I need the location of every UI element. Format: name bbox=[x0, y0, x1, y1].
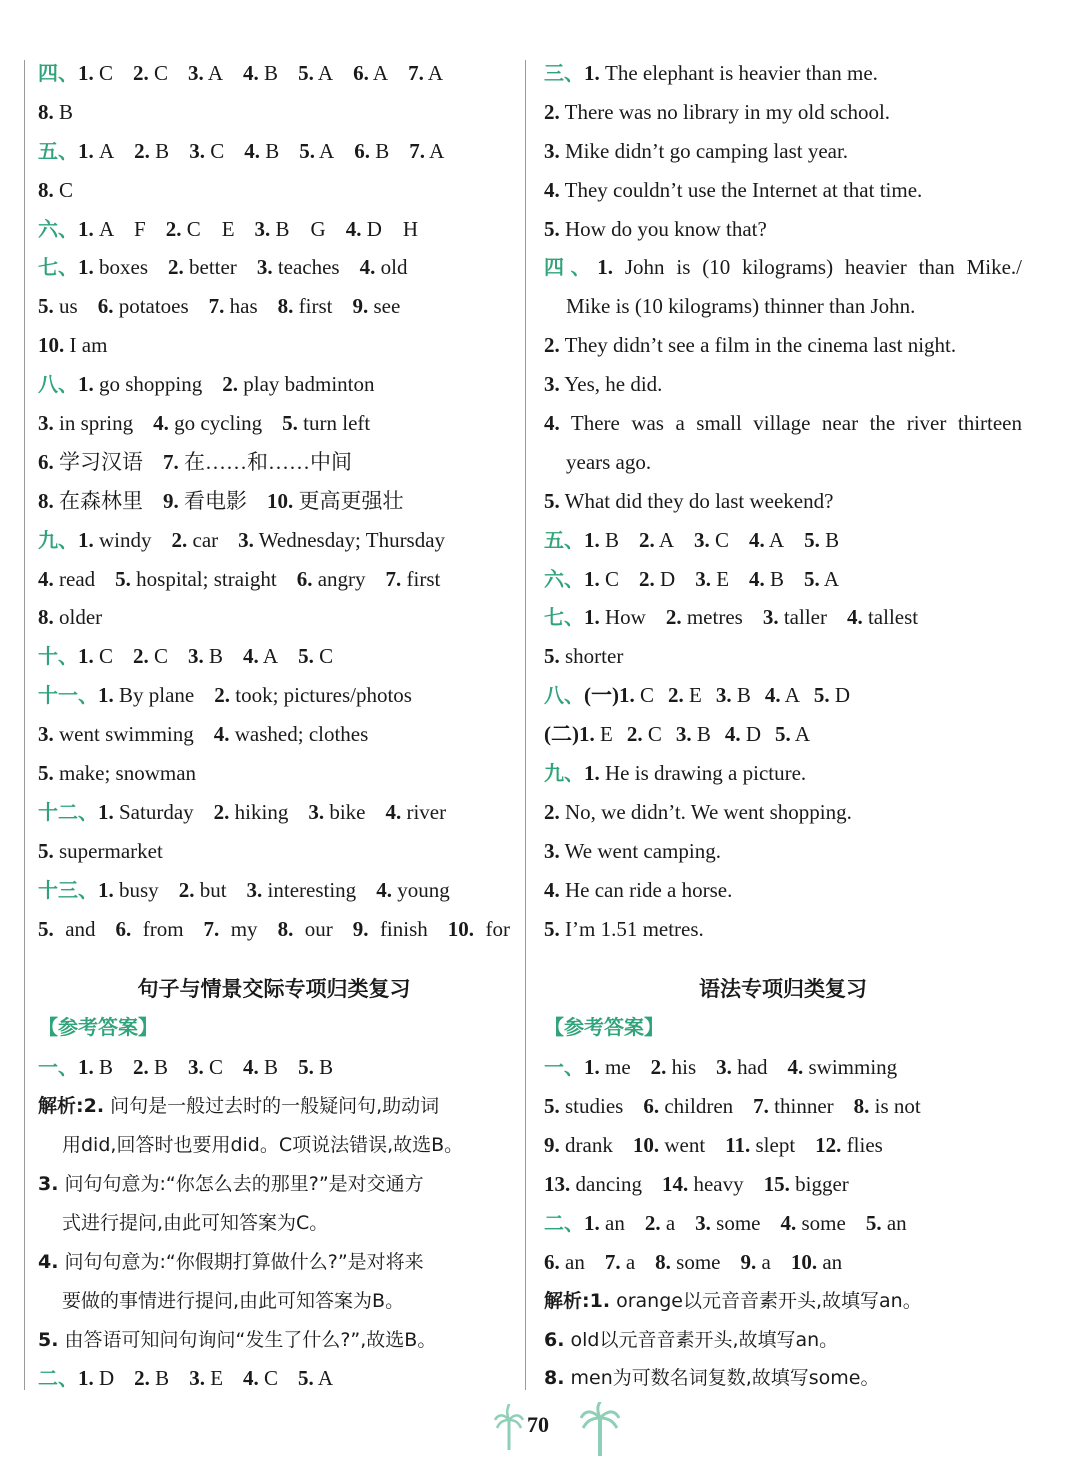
answer-item: 3. some bbox=[695, 1210, 761, 1235]
analysis-line bbox=[544, 1319, 1022, 1358]
answer-item: 4. B bbox=[243, 61, 279, 85]
answer-item: 9. finish bbox=[352, 916, 428, 941]
sentence-line bbox=[544, 208, 1022, 247]
answer-item: 9. a bbox=[740, 1249, 771, 1274]
answer-item: 15. bigger bbox=[763, 1171, 849, 1196]
sentence-line bbox=[544, 363, 1022, 402]
analysis-text: 5. 由答语可知问句询问“发生了什么?”,故选B。 bbox=[38, 1328, 437, 1351]
answer-item: 4. A bbox=[243, 644, 279, 669]
sub-section-number: (一) bbox=[584, 683, 619, 708]
left-column bbox=[38, 52, 510, 1396]
section-number: 六、 bbox=[38, 216, 78, 241]
answer-item: 5. A bbox=[804, 566, 840, 591]
analysis-label: 解析: bbox=[544, 1289, 590, 1312]
answer-item: 4. swimming bbox=[787, 1055, 898, 1080]
answer-line bbox=[544, 713, 1022, 752]
reference-answer-label: 【参考答案】 bbox=[38, 1015, 158, 1040]
sentence-text: 1. He is drawing a picture. bbox=[584, 761, 807, 786]
analysis-line bbox=[544, 1280, 1022, 1319]
answer-line bbox=[38, 869, 510, 908]
answer-line bbox=[38, 208, 510, 247]
answer-item: 7. my bbox=[203, 916, 258, 941]
answer-item: 4. go cycling bbox=[153, 411, 263, 436]
answer-item: 7. first bbox=[385, 566, 441, 591]
answer-item: 1. busy bbox=[98, 877, 159, 902]
analysis-text: 4. 问句句意为:“你假期打算做什么?”是对将来 bbox=[38, 1250, 424, 1273]
sentence-text: 2. They didn’t see a film in the cinema last night. bbox=[544, 333, 957, 358]
answer-item: 4. B bbox=[244, 138, 280, 163]
section-number: 八、 bbox=[38, 372, 78, 397]
answer-line bbox=[544, 519, 1022, 558]
answer-item: 2. B bbox=[133, 1055, 169, 1080]
sentence-text: 4. They couldn’t use the Internet at that time. bbox=[544, 177, 923, 202]
answer-line bbox=[544, 1202, 1022, 1241]
answer-item: 2. his bbox=[650, 1055, 697, 1080]
section-number: 十一、 bbox=[38, 683, 98, 708]
answer-line bbox=[544, 674, 1022, 713]
answer-item: 5. A bbox=[299, 138, 335, 163]
answer-item: 6. B bbox=[354, 138, 390, 163]
answer-item: 5. hospital; straight bbox=[115, 566, 277, 591]
answer-item: 5. A bbox=[775, 722, 811, 747]
answer-item: 4. young bbox=[376, 877, 450, 902]
answer-item: 1. By plane bbox=[98, 683, 195, 708]
answer-item: 2. but bbox=[178, 877, 227, 902]
answer-line bbox=[38, 441, 510, 480]
answer-item: 1. C bbox=[78, 644, 114, 669]
answer-item: 5. supermarket bbox=[38, 838, 163, 863]
answer-item: 4. B bbox=[243, 1055, 279, 1080]
sub-section-number: (二) bbox=[544, 722, 579, 747]
analysis-text: 2. 问句是一般过去时的一般疑问句,助动词 bbox=[83, 1095, 440, 1118]
answer-line bbox=[544, 635, 1022, 674]
sentence-text: 3. We went camping. bbox=[544, 838, 721, 863]
answer-item: 4. river bbox=[385, 799, 447, 824]
answer-line bbox=[38, 480, 510, 519]
answer-line bbox=[38, 91, 510, 130]
answer-item: 7. a bbox=[604, 1249, 636, 1274]
answer-item: 8. C bbox=[38, 177, 74, 202]
column-divider bbox=[525, 60, 526, 1390]
answer-item: 4. B bbox=[749, 566, 785, 591]
sentence-line bbox=[544, 869, 1022, 908]
answer-item: 8. some bbox=[655, 1249, 721, 1274]
section-number: 四、 bbox=[38, 61, 78, 85]
right-column bbox=[544, 52, 1022, 1396]
sentence-text: 1. The elephant is heavier than me. bbox=[584, 61, 878, 85]
answer-item: 4. some bbox=[780, 1210, 846, 1235]
page-number: 70 bbox=[527, 1412, 549, 1437]
answer-item: 8. our bbox=[277, 916, 333, 941]
answer-item: 5. studies bbox=[544, 1094, 624, 1119]
answer-item: 2. E bbox=[668, 683, 702, 708]
section-number: 九、 bbox=[38, 527, 78, 552]
answer-item: 1. D bbox=[78, 1366, 115, 1391]
section-number: 十三、 bbox=[38, 877, 98, 902]
answer-item: 9. 看电影 bbox=[163, 488, 247, 513]
section-number: 八、 bbox=[544, 683, 584, 708]
answer-item: 3. E bbox=[695, 566, 730, 591]
answer-item: 4. A bbox=[764, 683, 800, 708]
answer-item: 6. potatoes bbox=[97, 294, 189, 319]
answer-item: 14. heavy bbox=[661, 1171, 744, 1196]
sentence-line bbox=[544, 480, 1022, 519]
analysis-line bbox=[544, 1357, 1022, 1396]
answer-line bbox=[544, 1124, 1022, 1163]
answer-line bbox=[38, 1046, 510, 1085]
answer-item: 5. an bbox=[865, 1210, 907, 1235]
answer-item: 2. D bbox=[639, 566, 676, 591]
answer-item: 3. teaches bbox=[256, 255, 340, 280]
answer-item: 3. went swimming bbox=[38, 722, 194, 747]
answer-item: 2. car bbox=[171, 527, 219, 552]
section-number: 七、 bbox=[38, 255, 78, 280]
answer-item: 3. interesting bbox=[246, 877, 357, 902]
answer-item: 2. took; pictures/photos bbox=[214, 683, 412, 708]
analysis-text: 1. orange以元音音素开头,故填写an。 bbox=[589, 1289, 922, 1312]
answer-line bbox=[38, 558, 510, 597]
answer-item: 10. an bbox=[790, 1249, 843, 1274]
answer-item: 1. me bbox=[584, 1055, 631, 1080]
answer-line bbox=[544, 558, 1022, 597]
answer-item: 3. C bbox=[694, 527, 730, 552]
sentence-continuation: Mike is (10 kilograms) thinner than John. bbox=[566, 294, 916, 319]
answer-item: 2. A bbox=[639, 527, 675, 552]
answer-item: 5. make; snowman bbox=[38, 761, 197, 786]
section-title: 语法专项归类复习 bbox=[699, 977, 867, 1002]
answer-item: 7. has bbox=[208, 294, 258, 319]
answer-item: 4. washed; clothes bbox=[213, 722, 369, 747]
answer-item: 1. How bbox=[584, 605, 646, 630]
answer-item: 1. B bbox=[584, 527, 620, 552]
answer-line bbox=[38, 1357, 510, 1396]
answer-item: 1. A bbox=[78, 138, 115, 163]
answer-item: 2. C bbox=[133, 644, 169, 669]
section-number: 一、 bbox=[544, 1055, 584, 1080]
sentence-text: 5. What did they do last weekend? bbox=[544, 488, 834, 513]
answer-item: 3. in spring bbox=[38, 411, 134, 436]
answer-item: 2. a bbox=[644, 1210, 676, 1235]
answer-item: 10. went bbox=[632, 1133, 706, 1158]
sentence-text: 5. I’m 1.51 metres. bbox=[544, 916, 704, 941]
answer-line bbox=[38, 402, 510, 441]
answer-line bbox=[38, 363, 510, 402]
answer-item: 5. and bbox=[38, 916, 96, 941]
answer-item: 9. drank bbox=[544, 1133, 613, 1158]
answer-line bbox=[544, 1241, 1022, 1280]
answer-line bbox=[544, 1046, 1022, 1085]
analysis-continuation: 式进行提问,由此可知答案为C。 bbox=[62, 1211, 329, 1234]
answer-item: 5. D bbox=[813, 683, 851, 708]
answer-item: 12. flies bbox=[815, 1133, 883, 1158]
answer-item: 4. A bbox=[749, 527, 785, 552]
answer-line bbox=[38, 596, 510, 635]
answer-item: 3. C bbox=[188, 1055, 224, 1080]
analysis-line bbox=[38, 1085, 510, 1124]
sentence-text: 2. No, we didn’t. We went shopping. bbox=[544, 799, 852, 824]
answer-item: 10. 更高更强壮 bbox=[267, 488, 404, 513]
analysis-label: 解析: bbox=[38, 1095, 84, 1118]
sentence-text: 3. Mike didn’t go camping last year. bbox=[544, 138, 849, 163]
answer-item: 2. play badminton bbox=[222, 372, 375, 397]
answer-item: 1. windy bbox=[78, 527, 152, 552]
answer-item: 8. first bbox=[277, 294, 333, 319]
answer-item: 3. Wednesday; Thursday bbox=[238, 527, 446, 552]
answer-item: 10. for bbox=[447, 916, 510, 941]
analysis-text: 6. old以元音音素开头,故填写an。 bbox=[544, 1328, 839, 1351]
sentence-text: 5. How do you know that? bbox=[544, 216, 767, 241]
answer-item: 6. 学习汉语 bbox=[38, 449, 143, 474]
analysis-text: 8. men为可数名词复数,故填写some。 bbox=[544, 1367, 880, 1390]
answer-item: 7. thinner bbox=[753, 1094, 834, 1119]
answer-line bbox=[38, 791, 510, 830]
answer-line bbox=[38, 830, 510, 869]
section-number: 五、 bbox=[544, 527, 584, 552]
sentence-text: 1. John is (10 kilograms) heavier than Mike./ bbox=[597, 255, 1022, 280]
answer-item: 1. an bbox=[584, 1210, 625, 1235]
answer-item: 4. C bbox=[243, 1366, 279, 1391]
sentence-line bbox=[544, 169, 1022, 208]
sentence-line bbox=[544, 402, 1022, 441]
answer-item: 6. from bbox=[115, 916, 184, 941]
answer-item: 8. is not bbox=[853, 1094, 921, 1119]
sentence-text: 2. There was no library in my old school. bbox=[544, 99, 891, 124]
answer-item: 4. D bbox=[724, 722, 762, 747]
reference-answer-label: 【参考答案】 bbox=[544, 1015, 664, 1040]
analysis-line bbox=[38, 1241, 510, 1280]
answer-item: 8. 在森林里 bbox=[38, 488, 143, 513]
answer-item: 1. boxes bbox=[78, 255, 148, 280]
answer-item: 6. A bbox=[353, 61, 389, 85]
section-number: 十二、 bbox=[38, 799, 98, 824]
section-number: 三、 bbox=[544, 61, 584, 85]
section-number: 五、 bbox=[38, 138, 78, 163]
analysis-continuation: 用did,回答时也要用did。C项说法错误,故选B。 bbox=[62, 1134, 464, 1157]
answer-line bbox=[38, 246, 510, 285]
answer-line bbox=[544, 1085, 1022, 1124]
answer-item: 6. an bbox=[544, 1249, 585, 1274]
answer-item: 2. B bbox=[134, 1366, 170, 1391]
section-number: 十、 bbox=[38, 644, 78, 669]
analysis-text: 3. 问句句意为:“你怎么去的那里?”是对交通方 bbox=[38, 1172, 424, 1195]
answer-item: 7. A bbox=[408, 61, 444, 85]
answer-line bbox=[38, 285, 510, 324]
section-number: 一、 bbox=[38, 1055, 78, 1080]
answer-item: 1. C bbox=[584, 566, 620, 591]
section-title: 句子与情景交际专项归类复习 bbox=[137, 977, 411, 1002]
answer-line bbox=[38, 52, 510, 91]
answer-line bbox=[38, 169, 510, 208]
answer-item: 7. A bbox=[409, 138, 445, 163]
answer-item: 5. shorter bbox=[544, 644, 624, 669]
answer-item: 3. taller bbox=[762, 605, 827, 630]
answer-item: 3. C bbox=[189, 138, 225, 163]
answer-item: 4. read bbox=[38, 566, 96, 591]
answer-line bbox=[38, 908, 510, 947]
answer-line bbox=[38, 674, 510, 713]
answer-item: 1. C bbox=[78, 61, 114, 85]
answer-item: 11. slept bbox=[725, 1133, 796, 1158]
answer-item: 13. dancing bbox=[544, 1171, 642, 1196]
answer-item: 5. us bbox=[38, 294, 78, 319]
section-number: 二、 bbox=[544, 1210, 584, 1235]
answer-item: 3. B bbox=[188, 644, 224, 669]
analysis-line bbox=[38, 1319, 510, 1358]
answer-item: 3. B bbox=[715, 683, 751, 708]
answer-item: 8. B bbox=[38, 99, 74, 124]
answer-item: 2. C bbox=[133, 61, 169, 85]
sentence-text: 3. Yes, he did. bbox=[544, 372, 663, 397]
answer-item: 10. I am bbox=[38, 333, 108, 358]
section-number: 二、 bbox=[38, 1366, 78, 1391]
sentence-line bbox=[544, 830, 1022, 869]
answer-item: 1. Saturday bbox=[98, 799, 194, 824]
answer-item: 7. 在……和……中间 bbox=[163, 449, 352, 474]
answer-item: 5. turn left bbox=[282, 411, 371, 436]
section-number: 九、 bbox=[544, 761, 584, 786]
answer-line bbox=[38, 635, 510, 674]
answer-item: 3. A bbox=[188, 61, 224, 85]
answer-item: 4. old bbox=[359, 255, 408, 280]
sentence-text: 4. He can ride a horse. bbox=[544, 877, 733, 902]
answer-line bbox=[38, 713, 510, 752]
answer-item: 5. A bbox=[298, 1366, 334, 1391]
answer-item: 3. B G bbox=[254, 216, 326, 241]
sentence-line bbox=[544, 324, 1022, 363]
answer-item: 3. had bbox=[716, 1055, 768, 1080]
analysis-continuation: 要做的事情进行提问,由此可知答案为B。 bbox=[62, 1289, 405, 1312]
answer-item: 2. C E bbox=[165, 216, 235, 241]
sentence-line bbox=[544, 91, 1022, 130]
answer-item: 5. B bbox=[804, 527, 840, 552]
sentence-line bbox=[544, 52, 1022, 91]
answer-item: 1. C bbox=[619, 683, 655, 708]
answer-item: 1. E bbox=[579, 722, 613, 747]
answer-line bbox=[38, 130, 510, 169]
answer-item: 3. E bbox=[189, 1366, 224, 1391]
sentence-line bbox=[544, 130, 1022, 169]
answer-item: 2. metres bbox=[665, 605, 743, 630]
answer-line bbox=[544, 1163, 1022, 1202]
answer-item: 2. C bbox=[626, 722, 662, 747]
section-number: 七、 bbox=[544, 605, 584, 630]
answer-item: 4. tallest bbox=[846, 605, 919, 630]
sentence-text: 4. There was a small village near the river thirteen bbox=[544, 411, 1022, 436]
analysis-line bbox=[38, 1163, 510, 1202]
answer-item: 2. B bbox=[134, 138, 170, 163]
answer-line bbox=[38, 324, 510, 363]
section-number: 四、 bbox=[544, 255, 598, 280]
answer-item: 6. children bbox=[643, 1094, 734, 1119]
sentence-line bbox=[544, 246, 1022, 285]
left-margin-rule bbox=[24, 60, 25, 1390]
answer-line bbox=[38, 752, 510, 791]
answer-item: 2. hiking bbox=[213, 799, 289, 824]
sentence-continuation: years ago. bbox=[566, 449, 652, 474]
answer-item: 1. A F bbox=[78, 216, 146, 241]
answer-item: 3. B bbox=[675, 722, 711, 747]
sentence-line bbox=[544, 752, 1022, 791]
sentence-line bbox=[544, 791, 1022, 830]
answer-item: 4. D H bbox=[345, 216, 419, 241]
answer-item: 9. see bbox=[352, 294, 401, 319]
answer-line bbox=[544, 596, 1022, 635]
answer-item: 5. C bbox=[298, 644, 334, 669]
answer-item: 1. B bbox=[78, 1055, 114, 1080]
answer-item: 6. angry bbox=[296, 566, 366, 591]
answer-item: 1. go shopping bbox=[78, 372, 203, 397]
section-number: 六、 bbox=[544, 566, 584, 591]
answer-item: 2. better bbox=[168, 255, 237, 280]
answer-line bbox=[38, 519, 510, 558]
answer-item: 5. B bbox=[298, 1055, 334, 1080]
answer-item: 3. bike bbox=[308, 799, 366, 824]
sentence-line bbox=[544, 908, 1022, 947]
answer-item: 8. older bbox=[38, 605, 103, 630]
answer-item: 5. A bbox=[298, 61, 334, 85]
